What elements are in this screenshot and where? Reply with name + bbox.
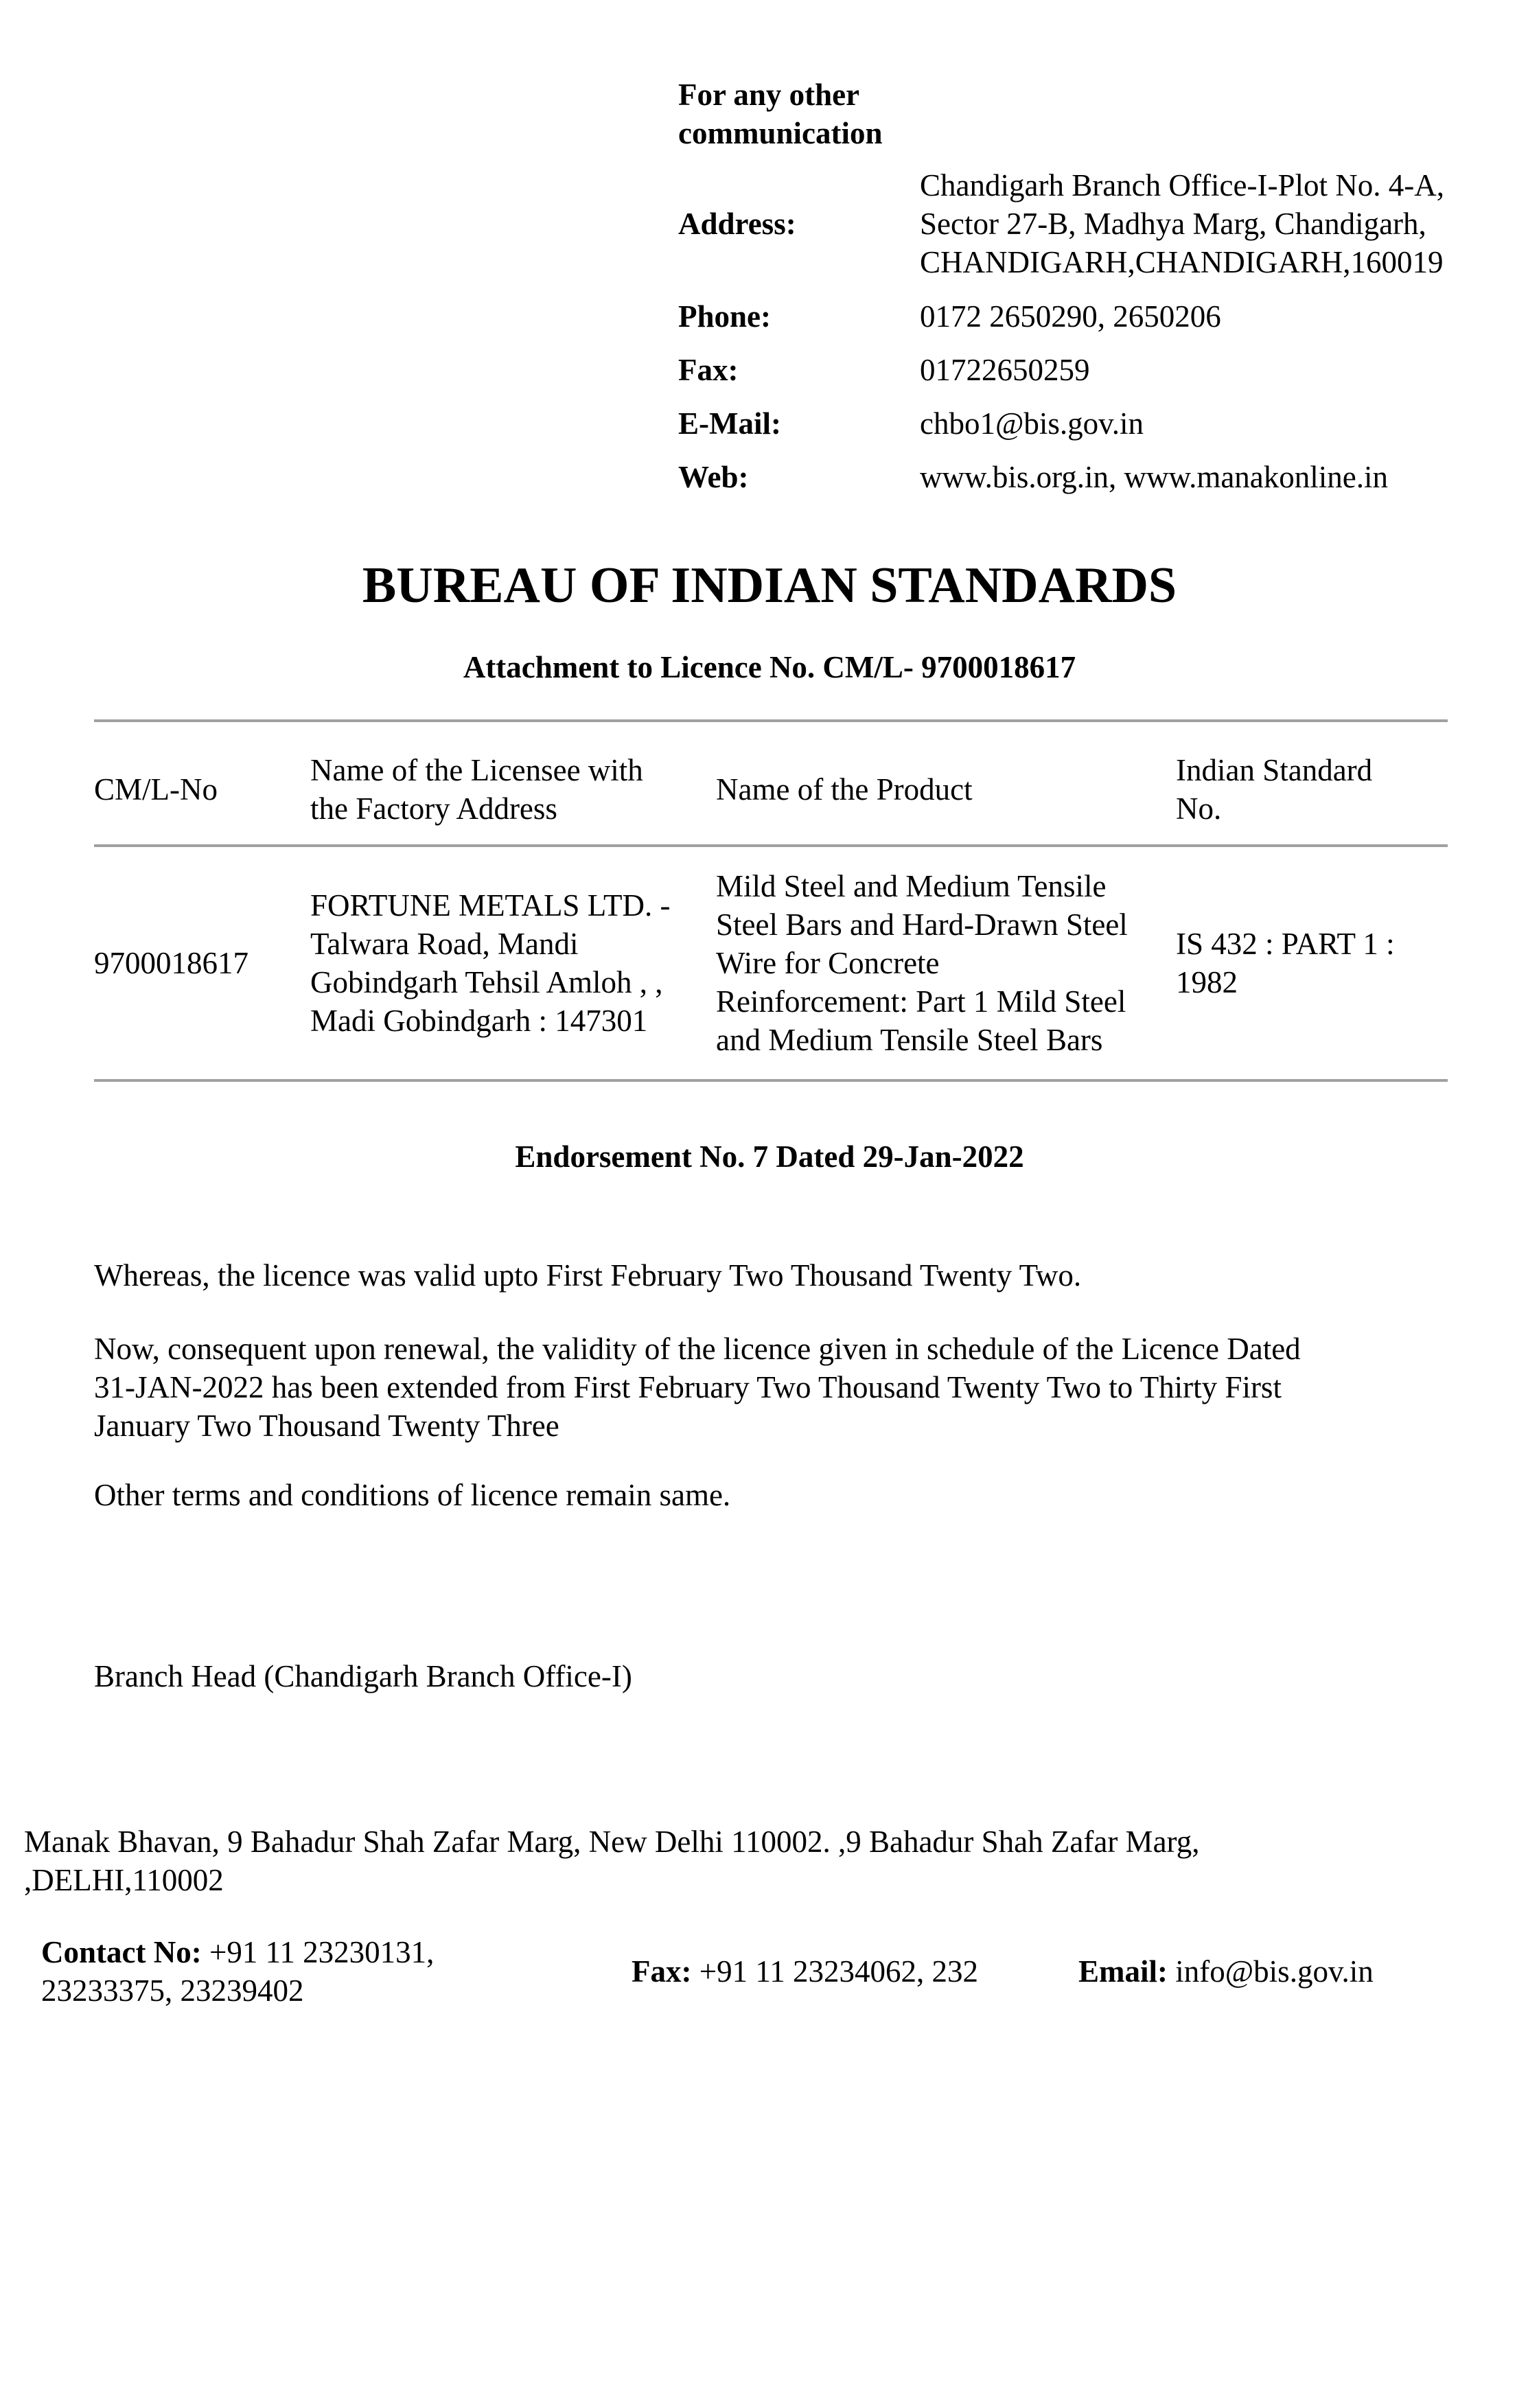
address-label: Address: [678,207,796,241]
table-top-rule [94,719,1448,722]
footer-address [24,1822,1397,1899]
endorsement-heading: Endorsement No. 7 Dated 29-Jan-2022 [515,1139,1024,1174]
row-licensee-line: Madi Gobindgarh : 147301 [310,1004,648,1038]
signatory: Branch Head (Chandigarh Branch Office-I) [94,1659,632,1693]
email-label: E-Mail: [678,406,781,441]
row-product-line: Steel Bars and Hard-Drawn Steel [716,907,1128,942]
row-licensee-line: Talwara Road, Mandi [310,927,579,961]
paragraph-terms: Other terms and conditions of licence remain same. [94,1478,731,1512]
row-licensee-line: FORTUNE METALS LTD. - [310,888,671,923]
paragraph-renewal-line: January Two Thousand Twenty Three [94,1409,559,1443]
footer-contact-label: Contact No: [41,1935,202,1969]
address-line: Sector 27-B, Madhya Marg, Chandigarh, [920,207,1426,241]
row-standard-line: 1982 [1176,965,1238,999]
footer-fax-value: +91 11 23234062, 232 [691,1954,978,1989]
footer-contact [41,1933,563,2010]
fax-label: Fax: [678,353,739,387]
licence-subtitle: Attachment to Licence No. CM/L- 9700018617 [463,650,1076,684]
page-title: BUREAU OF INDIAN STANDARDS [362,557,1177,614]
address-line: Chandigarh Branch Office-I-Plot No. 4-A, [920,168,1444,202]
row-product [716,867,1128,1059]
paragraph-renewal-line: Now, consequent upon renewal, the validity of the licence given in schedule of the Licence Dated [94,1332,1301,1366]
footer-email-value: info@bis.gov.in [1168,1954,1374,1989]
web-value: www.bis.org.in, www.manakonline.in [920,460,1389,494]
header-licensee-line: Name of the Licensee with [310,753,643,787]
table-bottom-rule [94,1079,1448,1082]
paragraph-renewal [94,1330,1453,1445]
header-standard [1176,751,1372,828]
paragraph-validity: Whereas, the licence was valid upto First February Two Thousand Twenty Two. [94,1258,1082,1293]
row-product-line: Wire for Concrete [716,946,940,980]
phone-label: Phone: [678,299,771,334]
table-header-rule [94,844,1448,847]
contact-heading: For any other communication [678,78,883,150]
web-label: Web: [678,460,749,494]
footer-address-line: Manak Bhavan, 9 Bahadur Shah Zafar Marg, New Delhi 110002. ,9 Bahadur Shah Zafar Marg, [24,1825,1200,1859]
row-cml-no: 9700018617 [94,946,248,980]
address-line: CHANDIGARH,CHANDIGARH,160019 [920,245,1444,279]
header-product: Name of the Product [716,772,973,807]
email-value: chbo1@bis.gov.in [920,406,1144,441]
row-product-line: and Medium Tensile Steel Bars [716,1023,1103,1057]
fax-value: 01722650259 [920,353,1090,387]
address-value [920,166,1444,281]
footer-contact-value-line2: 23233375, 23239402 [41,1973,304,2008]
header-standard-line: Indian Standard [1176,753,1373,787]
header-licensee [310,751,643,828]
footer-email [1078,1952,1374,1991]
header-licensee-line: the Factory Address [310,791,557,826]
row-product-line: Reinforcement: Part 1 Mild Steel [716,984,1126,1019]
footer-fax-label: Fax: [632,1954,692,1989]
header-cml-no: CM/L-No [94,772,218,807]
paragraph-renewal-line: 31-JAN-2022 has been extended from First February Two Thousand Twenty Two to Thirty First [94,1370,1282,1404]
footer-contact-value: +91 11 23230131, [201,1935,435,1969]
phone-value: 0172 2650290, 2650206 [920,299,1221,334]
row-licensee-line: Gobindgarh Tehsil Amloh , , [310,965,663,999]
row-licensee [310,886,671,1040]
footer-fax [632,1952,978,1991]
footer-email-label: Email: [1078,1954,1168,1989]
row-standard [1176,925,1395,1002]
header-standard-line: No. [1176,791,1222,826]
row-product-line: Mild Steel and Medium Tensile [716,869,1107,903]
footer-address-line: ,DELHI,110002 [24,1863,224,1897]
row-standard-line: IS 432 : PART 1 : [1176,927,1395,961]
